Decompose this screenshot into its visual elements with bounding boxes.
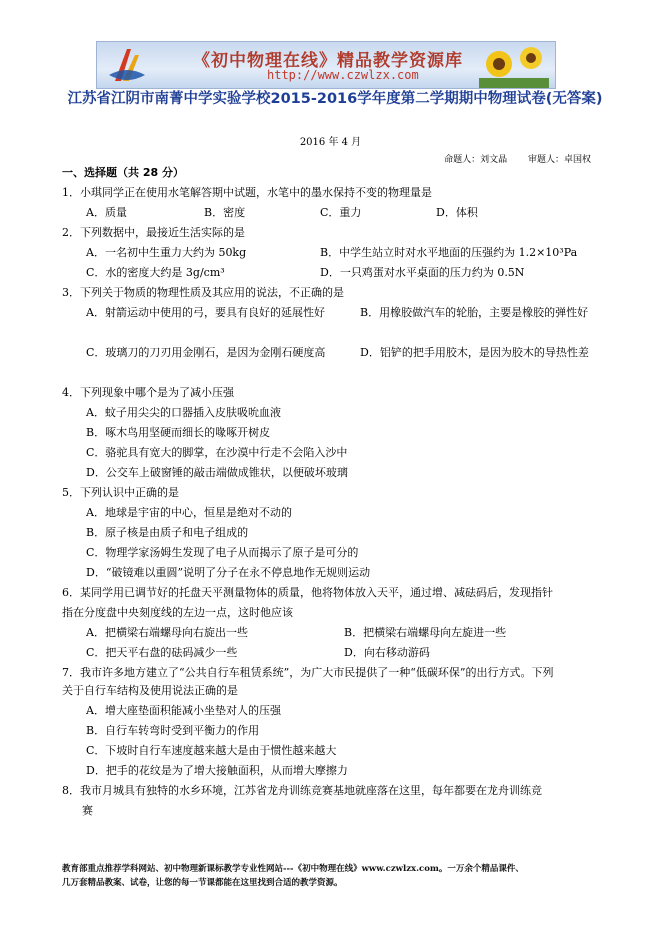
question-stem: 2．下列数据中，最接近生活实际的是: [62, 226, 245, 239]
question-stem: 4．下列现象中哪个是为了减小压强: [62, 386, 234, 399]
option-a: A．蚊子用尖尖的口器插入皮肤吸吮血液: [86, 406, 281, 419]
option-d: D．“破镜难以重圆”说明了分子在永不停息地作无规则运动: [86, 566, 371, 579]
option-c: C．玻璃刀的刀刃用金刚石，是因为金刚石硬度高: [86, 346, 326, 359]
section-heading: 一、选择题（共 28 分）: [62, 166, 184, 179]
header-banner: [96, 41, 556, 89]
option-a: A．增大座垫面积能减小坐垫对人的压强: [86, 704, 281, 717]
option-a: A．射箭运动中使用的弓，要具有良好的延展性好: [86, 306, 325, 319]
option-d: D．体积: [436, 206, 478, 219]
document-date: 2016 年 4 月: [299, 137, 362, 148]
banner-url: http://www.czwlzx.com: [267, 68, 419, 82]
banner-title: 《初中物理在线》精品教学资源库: [193, 51, 463, 71]
option-a: A．地球是宇宙的中心，恒星是绝对不动的: [86, 506, 292, 519]
option-d: D．向右移动游码: [344, 646, 430, 659]
question-stem: 7．我市许多地方建立了“公共自行车租赁系统”，为广大市民提供了一种“低碳环保”的出行方式。下列: [62, 666, 554, 679]
option-b: B．自行车转弯时受到平衡力的作用: [86, 724, 260, 737]
option-c: C．下坡时自行车速度越来越大是由于惯性越来越大: [86, 744, 337, 757]
footer-line: 教育部重点推荐学科网站、初中物理新课标教学专业性网站---《初中物理在线》www.czwlzx.com。一万余个精品课件、: [62, 864, 524, 874]
question-stem-cont: 指在分度盘中央刻度线的左边一点，这时他应该: [62, 606, 293, 619]
document-title: 江苏省江阴市南菁中学实验学校2015-2016学年度第二学期期中物理试卷(无答案): [67, 91, 603, 107]
option-a: A．把横梁右端螺母向右旋出一些: [86, 626, 248, 639]
option-c: C．水的密度大约是 3g/cm³: [86, 266, 225, 279]
sunflower-icon: [479, 42, 549, 88]
option-d: D．公交车上破窗锤的敲击端做成锥状，以便破坏玻璃: [86, 466, 348, 479]
option-c: C．骆驼具有宽大的脚掌，在沙漠中行走不会陷入沙中: [86, 446, 348, 459]
option-d: D．铝铲的把手用胶木，是因为胶木的导热性差: [360, 346, 589, 359]
page-footer: [62, 862, 622, 890]
option-a: A．一名初中生重力大约为 50kg: [86, 246, 247, 259]
question-stem: 3．下列关于物质的物理性质及其应用的说法，不正确的是: [62, 286, 344, 299]
option-b: B．用橡胶做汽车的轮胎，主要是橡胶的弹性好: [360, 306, 589, 319]
option-b: B．把横梁右端螺母向左旋进一些: [344, 626, 507, 639]
option-c: C．把天平右盘的砝码减少一些: [86, 646, 238, 659]
author: 命题人：刘文晶: [444, 155, 508, 165]
footer-line: 几万套精品教案、试卷，让您的每一节课都能在这里找到合适的教学资源。: [62, 878, 343, 888]
question-stem: 1．小琪同学正在使用水笔解答期中试题，水笔中的墨水保持不变的物理量是: [62, 186, 432, 199]
option-c: C．重力: [320, 206, 362, 219]
option-b: B．啄木鸟用坚硬而细长的喙啄开树皮: [86, 426, 271, 439]
question-stem-cont: 关于自行车结构及使用说法正确的是: [62, 684, 238, 697]
option-d: D．把手的花纹是为了增大接触面积，从而增大摩擦力: [86, 764, 348, 777]
option-d: D．一只鸡蛋对水平桌面的压力约为 0.5N: [320, 266, 525, 279]
author-line: [444, 152, 591, 165]
option-b: B．原子核是由质子和电子组成的: [86, 526, 249, 539]
site-logo-icon: [105, 45, 149, 85]
option-a: A．质量: [86, 206, 127, 219]
question-stem: 6．某同学用已调节好的托盘天平测量物体的质量，他将物体放入天平，通过增、减砝码后，发现指针: [62, 586, 553, 599]
question-stem: 8．我市月城具有独特的水乡环境，江苏省龙舟训练竞赛基地就座落在这里，每年都要在龙舟训练竞: [62, 784, 542, 797]
question-stem-cont: 赛: [82, 804, 93, 817]
option-b: B．中学生站立时对水平地面的压强约为 1.2×10³Pa: [320, 246, 578, 259]
reviewer: 审题人：卓国权: [527, 155, 591, 165]
question-stem: 5．下列认识中正确的是: [62, 486, 179, 499]
option-c: C．物理学家汤姆生发现了电子从而揭示了原子是可分的: [86, 546, 359, 559]
option-b: B．密度: [204, 206, 246, 219]
